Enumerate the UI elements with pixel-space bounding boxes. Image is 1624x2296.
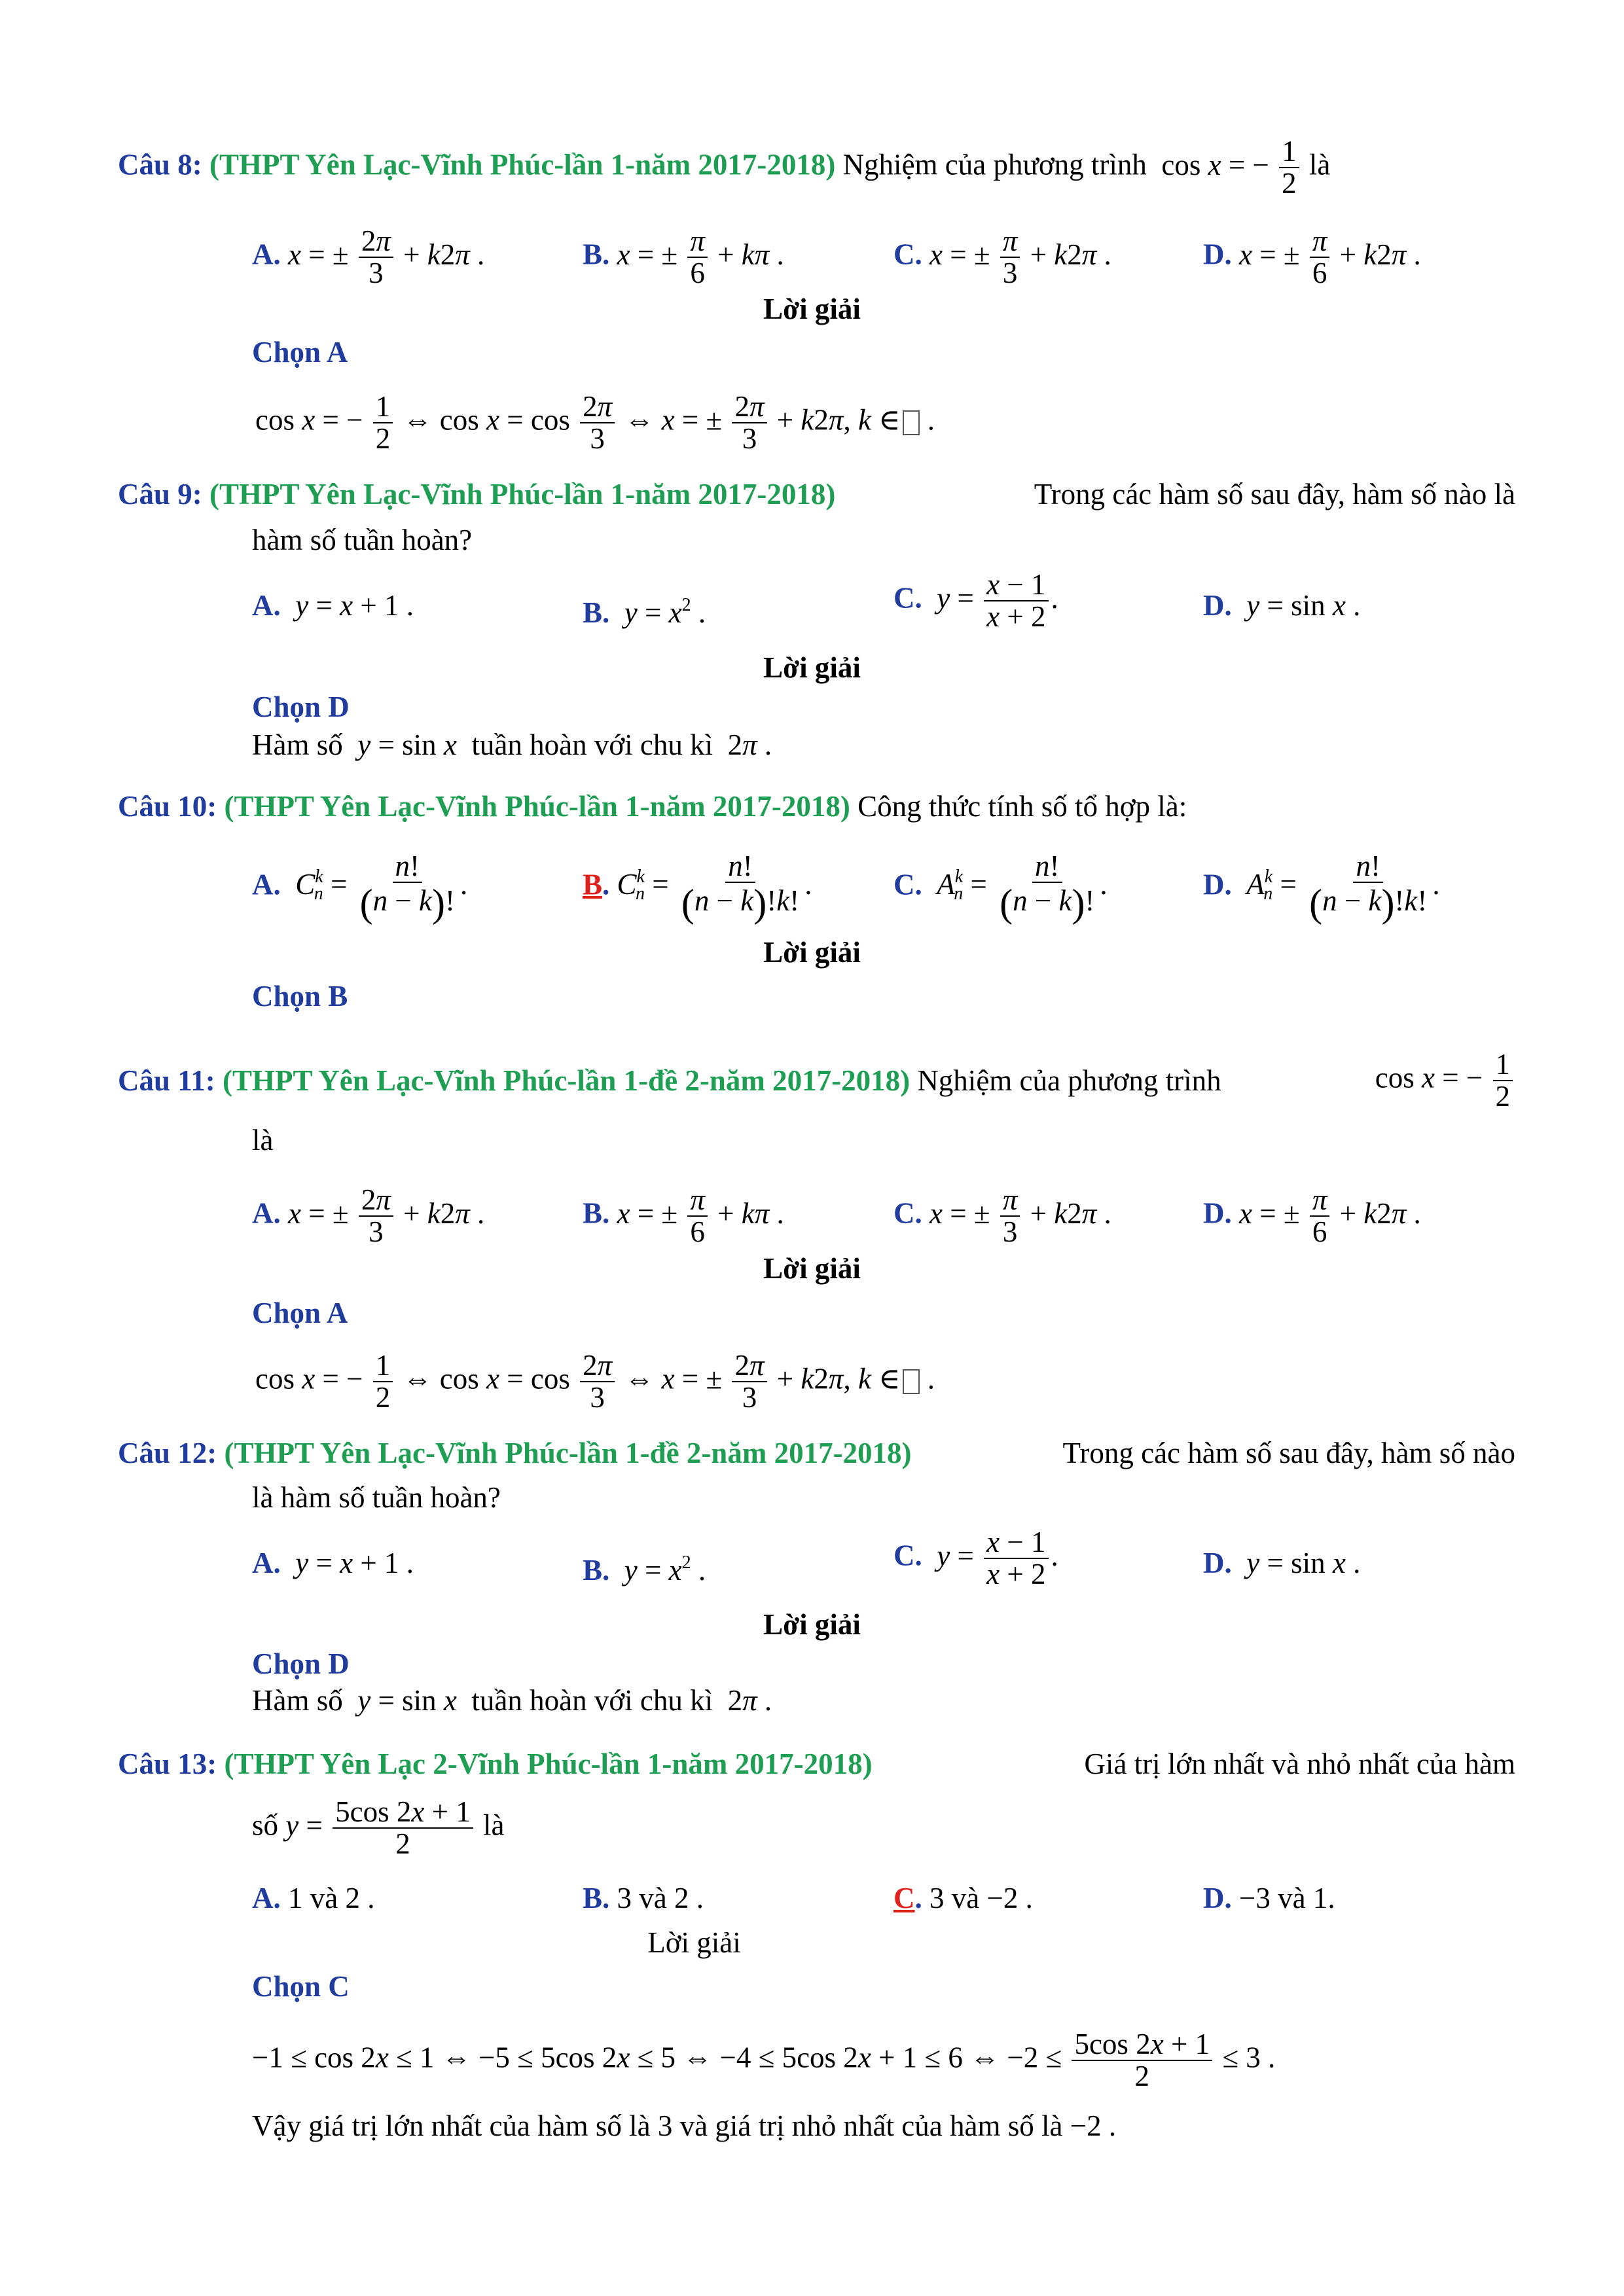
option-math: $C^k_n$ = $\frac{n!}{(n - k)!}$ . (295, 850, 468, 925)
solution-text (252, 725, 772, 764)
solution-title: Lời giải (763, 1608, 861, 1641)
option-letter: B. (583, 1554, 610, 1587)
option-math: x = ± $\frac{\pi}{6}$ + kπ . (617, 224, 784, 290)
answer-choice: Chọn C (252, 1970, 350, 2003)
option-d[interactable] (1203, 226, 1421, 289)
question-10-header (118, 787, 1187, 826)
option-b[interactable] (583, 1543, 706, 1590)
option-a[interactable] (252, 851, 467, 924)
option-c[interactable] (893, 1527, 1058, 1590)
question-stem: Giá trị lớn nhất và nhỏ nhất của hàm (1084, 1748, 1515, 1780)
option-c[interactable] (893, 1185, 1111, 1248)
question-label: Câu 11: (118, 1064, 215, 1098)
question-8-header (118, 136, 1330, 200)
option-text: −3 và 1. (1239, 1882, 1335, 1914)
explanation-text: tuần hoàn với chu kì (471, 1684, 713, 1717)
explanation-text: tuần hoàn với chu kì (471, 728, 713, 761)
explanation-text: Hàm số (252, 1684, 343, 1717)
option-a[interactable] (252, 226, 484, 289)
option-letter: D. (1203, 238, 1232, 271)
option-math: y = $\frac{x - 1}{x + 2}$ . (937, 1526, 1058, 1591)
question-stem: Nghiệm của phương trình (917, 1064, 1221, 1098)
question-stem: Trong các hàm số sau đây, hàm số nào là (1034, 478, 1515, 511)
math-expr: y = sin x (357, 1684, 457, 1717)
answer-choice: Chọn A (252, 1297, 348, 1329)
option-letter: A. (252, 868, 281, 901)
option-letter: D. (1203, 1547, 1232, 1579)
math-expr: 2π . (720, 1684, 772, 1717)
question-source: (THPT Yên Lạc 2-Vĩnh Phúc-lần 1-năm 2017-2018) (224, 1748, 873, 1780)
option-c[interactable] (893, 226, 1111, 289)
option-d[interactable] (1203, 586, 1360, 625)
option-b[interactable]: B. $C^k_n$ = $\frac{n!}{(n - k)!k!}$ . (583, 850, 812, 925)
option-letter: B. (583, 1882, 610, 1914)
question-9-header (118, 475, 1515, 514)
option-math: y = x + 1 . (295, 1547, 414, 1579)
option-letter: C. (893, 238, 922, 271)
option-letter: A. (252, 1196, 281, 1230)
answer-choice: Chọn D (252, 691, 350, 723)
question-stem-line2: hàm số tuần hoàn? (252, 524, 473, 556)
question-stem-line2: là hàm số tuần hoàn? (252, 1481, 501, 1514)
question-source: (THPT Yên Lạc-Vĩnh Phúc-lần 1-năm 2017-2018) (209, 148, 836, 181)
option-c[interactable] (893, 851, 1108, 924)
option-d[interactable] (1203, 851, 1440, 924)
option-b[interactable] (583, 1878, 704, 1918)
option-math: $A^k_n$ = $\frac{n!}{(n - k)!}$ . (937, 850, 1108, 925)
math-equation: cos x = − $\frac{1}{2}$ (1154, 149, 1302, 181)
option-math: y = sin x . (1246, 589, 1361, 622)
option-a[interactable] (252, 1878, 374, 1918)
option-letter: A. (252, 1547, 281, 1579)
solution-title: Lời giải (763, 651, 861, 684)
option-letter: C. (893, 581, 922, 615)
solution-title: Lời giải (763, 1252, 861, 1285)
option-math: x = ± $\frac{\pi}{3}$ + k2π . (929, 1183, 1111, 1249)
option-letter: B (583, 868, 603, 901)
option-b[interactable] (583, 1185, 784, 1248)
option-letter: A. (252, 238, 281, 271)
question-label: Câu 13: (118, 1748, 217, 1780)
question-stem: Công thức tính số tổ hợp là: (857, 790, 1187, 823)
option-b[interactable] (583, 226, 784, 289)
conclusion-text: Vậy giá trị lớn nhất của hàm số là 3 và giá trị nhỏ nhất của hàm số là −2 . (252, 2109, 1117, 2142)
solution-math: cos x = − $\frac{1}{2}$ ⇔ cos x = cos $\frac{2\pi}{3}$ ⇔ x = ± $\frac{2\pi}{3}$ + k2π, k ∈ . (255, 390, 935, 456)
option-a[interactable] (252, 1543, 414, 1583)
option-d[interactable] (1203, 1878, 1335, 1918)
option-math: $y = x^2$ . (624, 595, 706, 629)
option-math: $A^k_n$ = $\frac{n!}{(n - k)!k!}$ . (1246, 850, 1440, 925)
math-expr: y = sin x (357, 728, 457, 761)
question-source: (THPT Yên Lạc-Vĩnh Phúc-lần 1-đề 2-năm 2017-2018) (224, 1437, 912, 1469)
option-letter: C. (893, 868, 922, 901)
option-letter: D. (1203, 868, 1232, 901)
math-function: y = $\frac{5\cos 2x + 1}{2}$ (285, 1809, 476, 1842)
solution-math: −1 ≤ cos 2x ≤ 1 ⇔ −5 ≤ 5cos 2x ≤ 5 ⇔ −4 ≤ 5cos 2x + 1 ≤ 6 ⇔ −2 ≤ $\frac{5\cos 2x + 1}{2}$ ≤ 3 . (252, 2028, 1276, 2093)
question-stem: Nghiệm của phương trình (842, 148, 1147, 181)
solution-math: cos x = − $\frac{1}{2}$ ⇔ cos x = cos $\frac{2\pi}{3}$ ⇔ x = ± $\frac{2\pi}{3}$ + k2π, k ∈ . (255, 1349, 935, 1414)
option-text: 3 và −2 . (929, 1882, 1033, 1914)
answer-choice: Chọn B (252, 980, 348, 1013)
question-label: Câu 12: (118, 1437, 217, 1469)
option-text: 3 và 2 . (617, 1882, 704, 1914)
solution-text (252, 1681, 772, 1720)
solution-title: Lời giải (763, 936, 861, 969)
option-math: x = ± $\frac{\pi}{6}$ + kπ . (617, 1183, 784, 1249)
option-a[interactable] (252, 1185, 484, 1248)
question-source: (THPT Yên Lạc-Vĩnh Phúc-lần 1-năm 2017-2018) (209, 478, 836, 511)
option-math: y = $\frac{x - 1}{x + 2}$ . (937, 568, 1058, 634)
integer-set-icon (903, 410, 920, 435)
stem-tail: là (483, 1808, 505, 1842)
option-c[interactable]: C. 3 và −2 . (893, 1882, 1033, 1914)
option-math: $y = x^2$ . (624, 1552, 706, 1587)
option-letter: B. (583, 1196, 610, 1230)
option-letter: A. (252, 589, 281, 622)
question-label: Câu 10: (118, 790, 217, 823)
option-d[interactable] (1203, 1543, 1360, 1583)
option-letter: B. (583, 238, 610, 271)
option-letter: B. (583, 596, 610, 629)
option-c[interactable] (893, 569, 1058, 633)
option-letter: D. (1203, 589, 1232, 622)
question-source: (THPT Yên Lạc-Vĩnh Phúc-lần 1-đề 2-năm 2017-2018) (223, 1064, 911, 1098)
question-label: Câu 8: (118, 148, 202, 181)
math-expr: 2π . (720, 728, 772, 761)
option-math: y = x + 1 . (295, 589, 414, 622)
math-equation: cos x = − $\frac{1}{2}$ (1375, 1049, 1515, 1113)
question-label: Câu 9: (118, 478, 202, 511)
option-math: x = ± $\frac{\pi}{3}$ + k2π . (929, 224, 1111, 290)
option-text: 1 và 2 . (288, 1882, 375, 1914)
option-math: x = ± $\frac{\pi}{6}$ + k2π . (1239, 1183, 1421, 1249)
option-letter: C. (893, 1539, 922, 1572)
option-math: x = ± $\frac{2\pi}{3}$ + k2π . (288, 1183, 485, 1249)
question-source: (THPT Yên Lạc-Vĩnh Phúc-lần 1-năm 2017-2018) (224, 790, 850, 823)
option-math: x = ± $\frac{2\pi}{3}$ + k2π . (288, 224, 485, 290)
solution-title: Lời giải (647, 1926, 741, 1959)
stem-text: số (252, 1808, 279, 1842)
question-stem-line2 (252, 1797, 505, 1860)
option-a[interactable] (252, 586, 414, 625)
option-math: $C^k_n$ = $\frac{n!}{(n - k)!k!}$ . (617, 850, 812, 925)
explanation-text: Hàm số (252, 728, 343, 761)
question-12-header (118, 1433, 1515, 1473)
option-letter: A. (252, 1882, 281, 1914)
option-letter: D. (1203, 1882, 1232, 1914)
option-math: x = ± $\frac{\pi}{6}$ + k2π . (1239, 224, 1421, 290)
answer-choice: Chọn A (252, 336, 348, 368)
option-b[interactable] (583, 586, 706, 632)
integer-set-icon (903, 1369, 920, 1394)
option-letter: D. (1203, 1196, 1232, 1230)
question-stem: Trong các hàm số sau đây, hàm số nào (1062, 1437, 1515, 1469)
option-letter: C. (893, 1196, 922, 1230)
option-math: y = sin x . (1246, 1547, 1361, 1579)
option-letter: C (893, 1882, 915, 1914)
option-d[interactable] (1203, 1185, 1421, 1248)
question-stem-tail: là (1308, 148, 1331, 181)
answer-choice: Chọn D (252, 1647, 350, 1680)
question-11-header (118, 1049, 1515, 1113)
question-stem-line2: là (252, 1124, 274, 1157)
question-13-header (118, 1744, 1515, 1784)
solution-title: Lời giải (763, 293, 861, 325)
